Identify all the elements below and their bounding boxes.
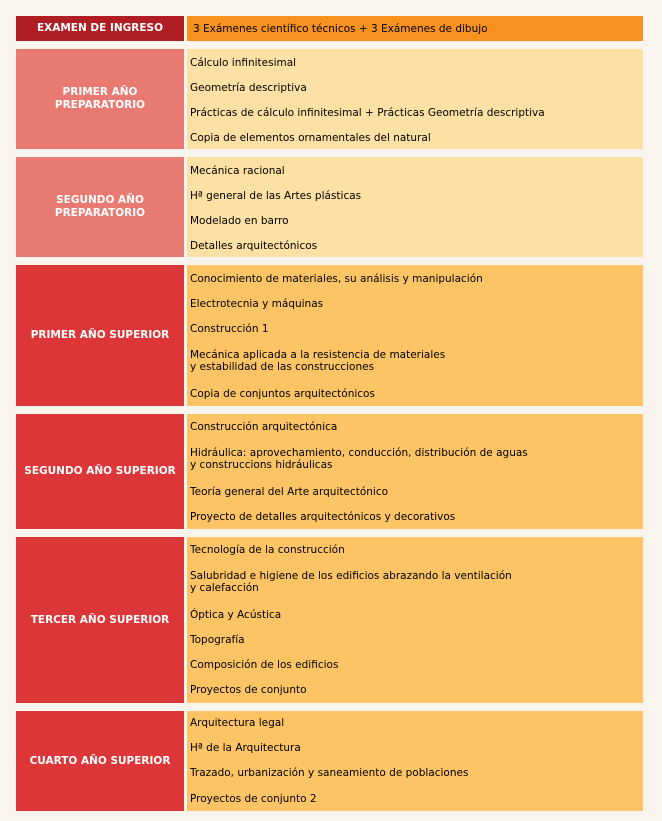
- subject-item: Construcción arquitectónica: [190, 421, 338, 433]
- subject-item: Electrotecnia y máquinas: [190, 298, 324, 310]
- subject-item: Prácticas de cálculo infinitesimal + Prácticas Geometría descriptiva: [190, 107, 545, 119]
- row-primer-ano-preparatorio: [16, 49, 644, 149]
- subject-item: Geometría descriptiva: [190, 82, 307, 94]
- subject-item: Salubridad e higiene de los edificios abrazando la ventilación y calefacción: [190, 570, 512, 594]
- subject-item: Proyectos de conjunto 2: [190, 793, 317, 805]
- row-label: SEGUNDO AÑO SUPERIOR: [16, 414, 184, 529]
- row-label: TERCER AÑO SUPERIOR: [16, 537, 184, 703]
- subject-item: Hª general de las Artes plásticas: [190, 190, 362, 202]
- row-label: CUARTO AÑO SUPERIOR: [16, 711, 184, 811]
- row-content: 3 Exámenes científico técnicos + 3 Exámenes de dibujo: [187, 16, 643, 41]
- row-subjects: [187, 711, 643, 811]
- subject-item: Teoría general del Arte arquitectónico: [190, 486, 389, 498]
- subject-item: Copia de elementos ornamentales del natural: [190, 132, 431, 144]
- row-subjects: [187, 157, 643, 257]
- subject-item: Topografía: [190, 634, 245, 646]
- row-tercer-ano-superior: [16, 537, 644, 703]
- row-subjects: [187, 265, 643, 406]
- row-subjects: [187, 49, 643, 149]
- subject-item: Construcción 1: [190, 323, 269, 335]
- subject-item: Hª de la Arquitectura: [190, 742, 301, 754]
- subject-item: Proyectos de conjunto: [190, 684, 307, 696]
- subject-item: Arquitectura legal: [190, 717, 285, 729]
- row-segundo-ano-superior: [16, 414, 644, 529]
- subject-item: Detalles arquitectónicos: [190, 240, 318, 252]
- row-label: EXAMEN DE INGRESO: [16, 16, 184, 41]
- subject-item: Óptica y Acústica: [190, 609, 282, 621]
- row-segundo-ano-preparatorio: [16, 157, 644, 257]
- row-label: SEGUNDO AÑO PREPARATORIO: [16, 157, 184, 257]
- subject-item: Mecánica racional: [190, 165, 285, 177]
- row-examen-ingreso: [16, 16, 644, 41]
- row-primer-ano-superior: [16, 265, 644, 406]
- subject-item: Copia de conjuntos arquitectónicos: [190, 388, 375, 400]
- row-label: PRIMER AÑO PREPARATORIO: [16, 49, 184, 149]
- subject-item: Trazado, urbanización y saneamiento de poblaciones: [190, 767, 469, 779]
- subject-item: Composición de los edificios: [190, 659, 339, 671]
- row-label: PRIMER AÑO SUPERIOR: [16, 265, 184, 406]
- subject-item: Modelado en barro: [190, 215, 289, 227]
- row-cuarto-ano-superior: [16, 711, 644, 811]
- subject-item: Mecánica aplicada a la resistencia de materiales y estabilidad de las construcciones: [190, 349, 446, 373]
- subject-item: Cálculo infinitesimal: [190, 57, 297, 69]
- row-subjects: [187, 537, 643, 703]
- subject-item: Hidráulica: aprovechamiento, conducción, distribución de aguas y construccions hidráulicas: [190, 447, 528, 471]
- subject-item: Tecnología de la construcción: [190, 544, 345, 556]
- subject-item: Conocimiento de materiales, su análisis y manipulación: [190, 273, 483, 285]
- row-subjects: [187, 414, 643, 529]
- subject-item: Proyecto de detalles arquitectónicos y decorativos: [190, 511, 456, 523]
